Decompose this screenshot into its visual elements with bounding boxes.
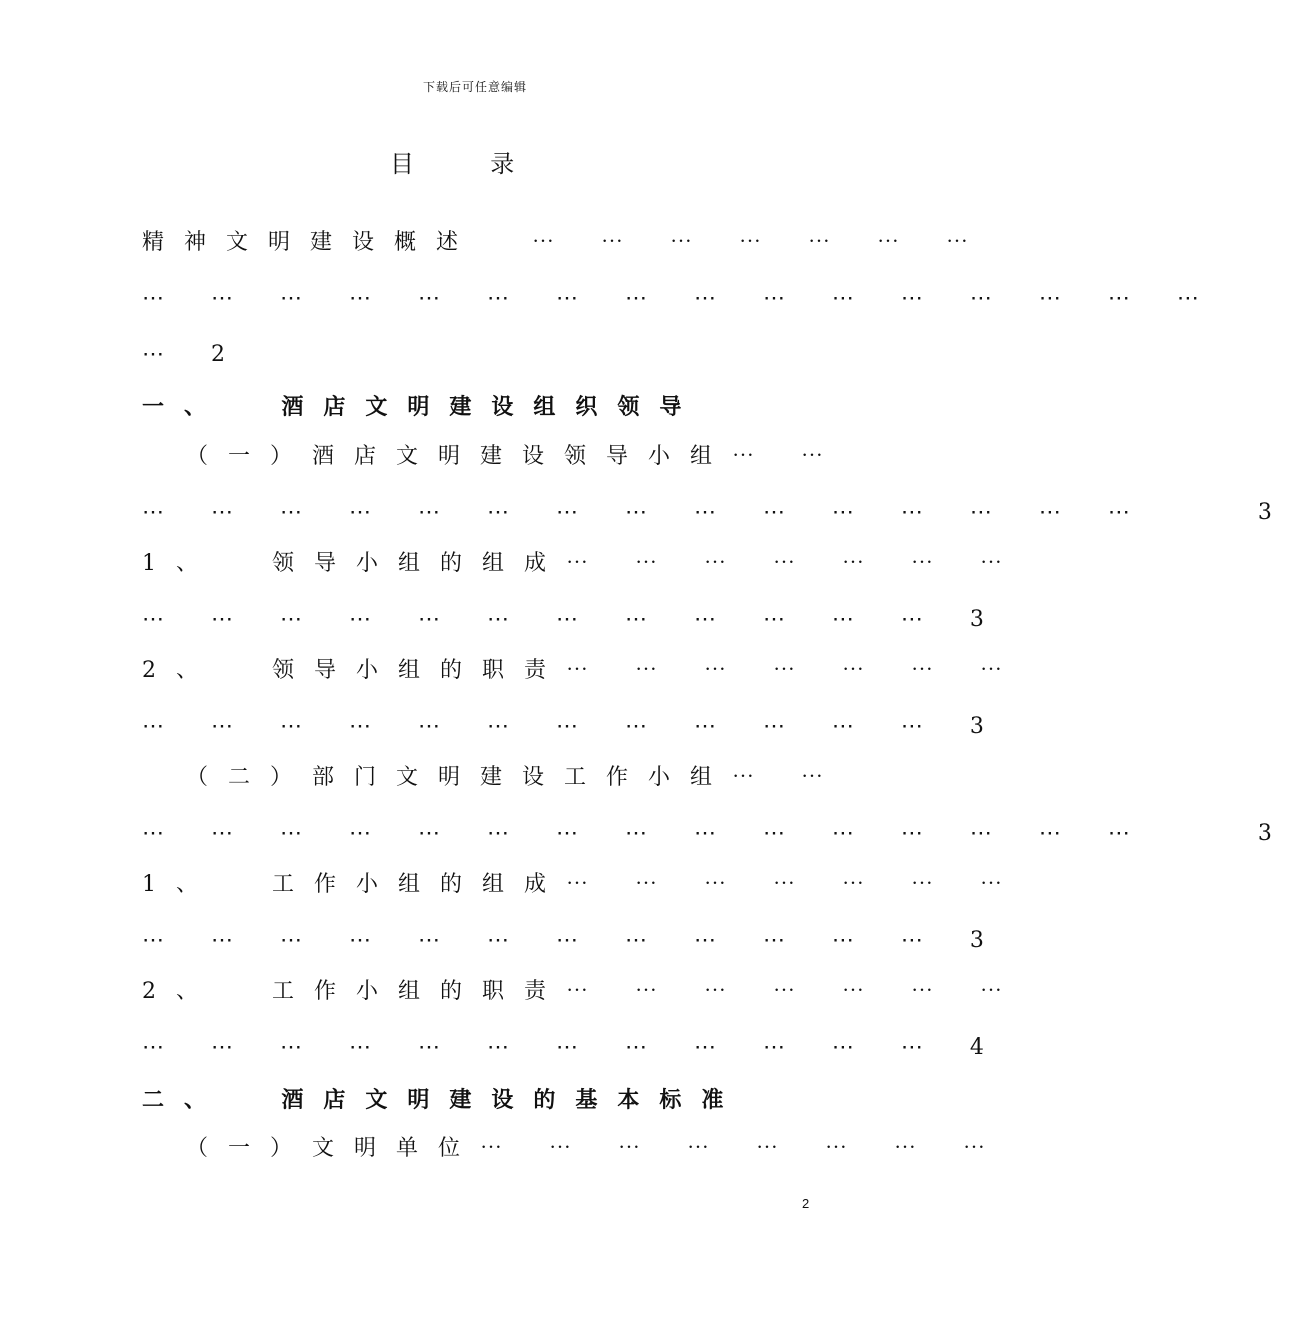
toc-leader-page: ⋯ ⋯ ⋯ ⋯ ⋯ ⋯ ⋯ ⋯ ⋯ ⋯ ⋯ ⋯ ⋯ ⋯ ⋯ 3: [142, 500, 1292, 525]
toc-leader-page: ⋯ ⋯ ⋯ ⋯ ⋯ ⋯ ⋯ ⋯ ⋯ ⋯ ⋯ ⋯ 3: [142, 928, 1004, 953]
toc-leader-line: ⋯ ⋯ ⋯ ⋯ ⋯ ⋯ ⋯ ⋯ ⋯ ⋯ ⋯ ⋯ ⋯ ⋯ ⋯ ⋯: [142, 286, 1219, 311]
toc-entry-1-1-2[interactable]: 2、 领导小组的职责⋯ ⋯ ⋯ ⋯ ⋯ ⋯ ⋯: [142, 658, 1022, 683]
toc-entry-1-2-2[interactable]: 2、 工作小组的职责⋯ ⋯ ⋯ ⋯ ⋯ ⋯ ⋯: [142, 979, 1022, 1004]
toc-section-2-heading[interactable]: 二、 酒店文明建设的基本标准: [142, 1087, 744, 1113]
toc-entry-1-1-1[interactable]: 1、 领导小组的组成⋯ ⋯ ⋯ ⋯ ⋯ ⋯ ⋯: [142, 551, 1022, 576]
toc-section-1-heading[interactable]: 一、 酒店文明建设组织领导: [142, 394, 702, 420]
header-note: 下载后可任意编辑: [422, 80, 527, 94]
toc-entry-1-1[interactable]: （一）酒店文明建设领导小组⋯ ⋯: [186, 444, 843, 469]
toc-leader-page: ⋯ ⋯ ⋯ ⋯ ⋯ ⋯ ⋯ ⋯ ⋯ ⋯ ⋯ ⋯ 4: [142, 1035, 1004, 1060]
toc-leader-page: ⋯ ⋯ ⋯ ⋯ ⋯ ⋯ ⋯ ⋯ ⋯ ⋯ ⋯ ⋯ 3: [142, 714, 1004, 739]
toc-entry-overview[interactable]: 精神文明建设概述 ⋯ ⋯ ⋯ ⋯ ⋯ ⋯ ⋯: [142, 230, 988, 255]
toc-title: 目 录: [390, 150, 515, 178]
toc-leader-page: ⋯ ⋯ ⋯ ⋯ ⋯ ⋯ ⋯ ⋯ ⋯ ⋯ ⋯ ⋯ 3: [142, 607, 1004, 632]
toc-leader-page: ⋯ 2: [142, 342, 245, 367]
toc-entry-1-2[interactable]: （二）部门文明建设工作小组⋯ ⋯: [186, 765, 843, 790]
toc-entry-2-1[interactable]: （一）文明单位⋯ ⋯ ⋯ ⋯ ⋯ ⋯ ⋯ ⋯: [186, 1136, 1005, 1161]
toc-entry-1-2-1[interactable]: 1、 工作小组的组成⋯ ⋯ ⋯ ⋯ ⋯ ⋯ ⋯: [142, 872, 1022, 897]
page-number: 2: [802, 1196, 810, 1211]
toc-leader-page: ⋯ ⋯ ⋯ ⋯ ⋯ ⋯ ⋯ ⋯ ⋯ ⋯ ⋯ ⋯ ⋯ ⋯ ⋯ 3: [142, 821, 1292, 846]
